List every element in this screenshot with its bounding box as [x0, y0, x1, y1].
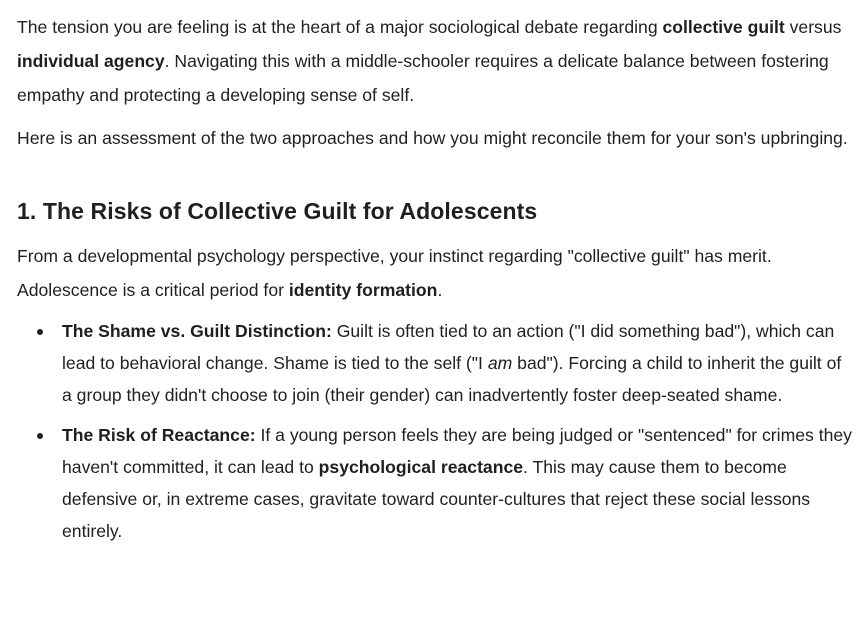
assessment-paragraph: Here is an assessment of the two approaches and how you might reconcile them for your son's upbringing.: [17, 128, 848, 148]
list-item: [17, 419, 852, 547]
lead-bold-identity-formation: identity formation: [288, 280, 438, 300]
bullet-text-1: Guilt is often tied to an action ("I did something bad"), which can lead to behavioral change. Shame is tied to the self ("I: [62, 321, 835, 373]
intro-text-3: . Navigating this with a middle-schooler requires a delicate balance between fostering empathy and protecting a developing sense of self.: [17, 51, 829, 105]
bullet-dot-icon: [37, 433, 43, 439]
bullet-list: [17, 315, 852, 547]
bullet-text-1: If a young person feels they are being judged or "sentenced" for crimes they haven't committed, it can lead to: [62, 425, 852, 477]
lead-text-2: .: [437, 280, 443, 300]
bullet-emphasis: am: [487, 353, 513, 373]
response-content: [17, 10, 852, 547]
intro-text-2: versus: [784, 17, 842, 37]
intro-paragraph: [17, 10, 852, 112]
section-lead-paragraph: [17, 239, 852, 307]
bullet-title: The Shame vs. Guilt Distinction:: [62, 321, 332, 341]
lead-text-1: From a developmental psychology perspective, your instinct regarding "collective guilt" has merit. Adolescence is a critical period for: [17, 246, 772, 300]
intro-text-1: The tension you are feeling is at the heart of a major sociological debate regarding: [17, 17, 663, 37]
bullet-dot-icon: [37, 329, 43, 335]
bullet-title: The Risk of Reactance:: [62, 425, 256, 445]
bullet-text-2: bad"). Forcing a child to inherit the guilt of a group they didn't choose to join (their gender) can inadvertently foster deep-seated shame.: [62, 353, 842, 405]
bullet-text-2: . This may cause them to become defensive or, in extreme cases, gravitate toward counter-cultures that reject these social lessons entirely.: [62, 457, 811, 541]
section-heading: 1. The Risks of Collective Guilt for Adolescents: [17, 198, 538, 224]
bullet-bold-psychological-reactance: psychological reactance: [318, 457, 524, 477]
intro-bold-collective-guilt: collective guilt: [662, 17, 785, 37]
list-item: [17, 315, 852, 411]
intro-bold-individual-agency: individual agency: [17, 51, 165, 71]
